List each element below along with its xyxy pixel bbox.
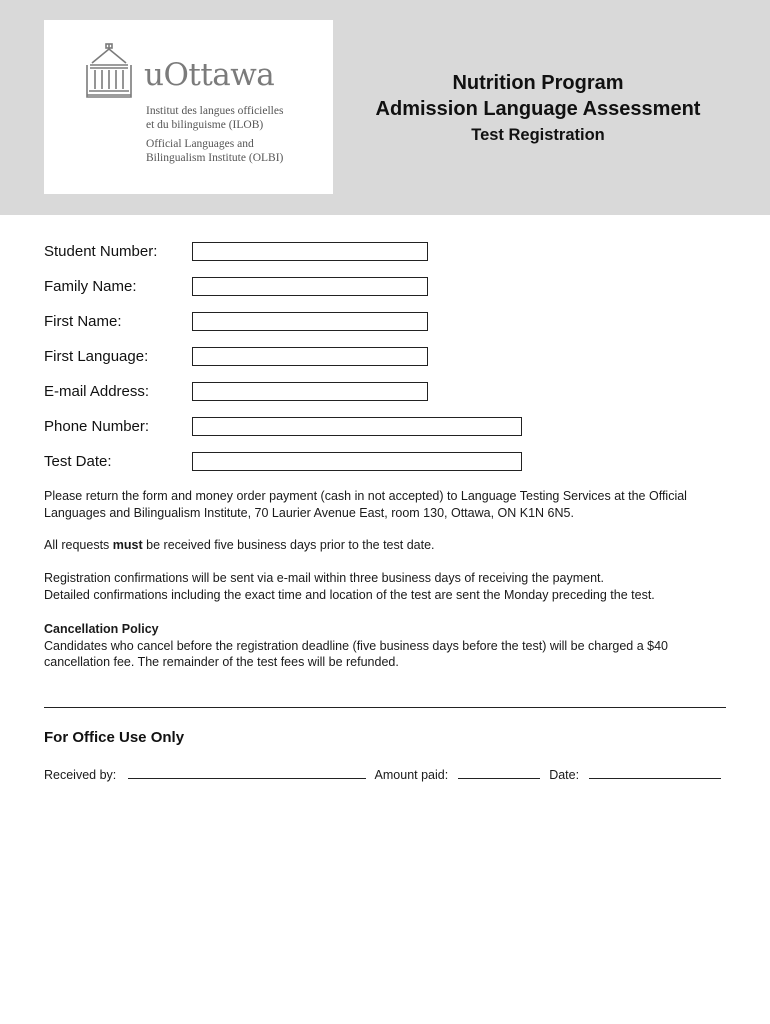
- email-input[interactable]: [192, 382, 428, 401]
- received-by-blank[interactable]: [128, 766, 366, 779]
- building-icon: [86, 43, 132, 99]
- phone-number-input[interactable]: [192, 417, 522, 436]
- first-name-label: First Name:: [44, 313, 122, 330]
- logo-line-ilob-2: et du bilinguisme (ILOB): [146, 119, 264, 131]
- cancellation-heading: Cancellation Policy: [44, 622, 159, 636]
- first-name-input[interactable]: [192, 312, 428, 331]
- confirmation-line-2: Detailed confirmations including the exact time and location of the test are sent the Monday preceding the test.: [44, 587, 655, 602]
- confirmation-line-1: Registration confirmations will be sent via e-mail within three business days of receiving the payment.: [44, 571, 604, 585]
- student-number-label: Student Number:: [44, 243, 158, 260]
- student-number-input[interactable]: [192, 242, 428, 261]
- logo-line-olbi-2: Bilingualism Institute (OLBI): [146, 152, 284, 164]
- test-date-input[interactable]: [192, 452, 522, 471]
- family-name-label: Family Name:: [44, 278, 137, 295]
- family-name-input[interactable]: [192, 277, 428, 296]
- title-program: Nutrition Program: [452, 72, 624, 94]
- received-by-label: Received by:: [44, 768, 117, 782]
- document-title: [338, 70, 738, 148]
- first-language-input[interactable]: [192, 347, 428, 366]
- first-language-label: First Language:: [44, 348, 149, 365]
- return-instructions: Please return the form and money order payment (cash in not accepted) to Language Testing Services at the Official Languages and Bilingualism Institute, 70 Laurier Avenue East, room 130, Ottawa, ON K1N 6N5.: [44, 489, 687, 520]
- email-label: E-mail Address:: [44, 383, 150, 400]
- logo-line-ilob-1: Institut des langues officielles: [146, 105, 284, 117]
- deadline-suffix: be received five business days prior to the test date.: [146, 538, 435, 552]
- confirmation-info: [44, 570, 734, 603]
- deadline-prefix: All requests: [44, 538, 110, 552]
- uottawa-logo: [44, 20, 333, 194]
- test-date-label: Test Date:: [44, 453, 112, 470]
- amount-paid-blank[interactable]: [458, 766, 540, 779]
- cancellation-text: Candidates who cancel before the registration deadline (five business days before the test) will be charged a $40 cancellation fee. The remainder of the test fees will be refunded.: [44, 638, 668, 669]
- date-blank[interactable]: [589, 766, 721, 779]
- office-use-fields: [44, 766, 721, 782]
- title-registration: Test Registration: [471, 126, 605, 144]
- date-label: Date:: [549, 768, 580, 782]
- title-assessment: Admission Language Assessment: [375, 98, 701, 120]
- deadline-note: [44, 537, 734, 554]
- amount-paid-label: Amount paid:: [374, 768, 449, 782]
- phone-number-label: Phone Number:: [44, 418, 150, 435]
- section-divider: [44, 707, 726, 708]
- office-use-heading: For Office Use Only: [44, 729, 185, 746]
- logo-line-olbi-1: Official Languages and: [146, 138, 254, 150]
- logo-wordmark: uOttawa: [144, 57, 275, 93]
- deadline-emphasis: must: [112, 538, 143, 552]
- cancellation-policy: [44, 621, 734, 671]
